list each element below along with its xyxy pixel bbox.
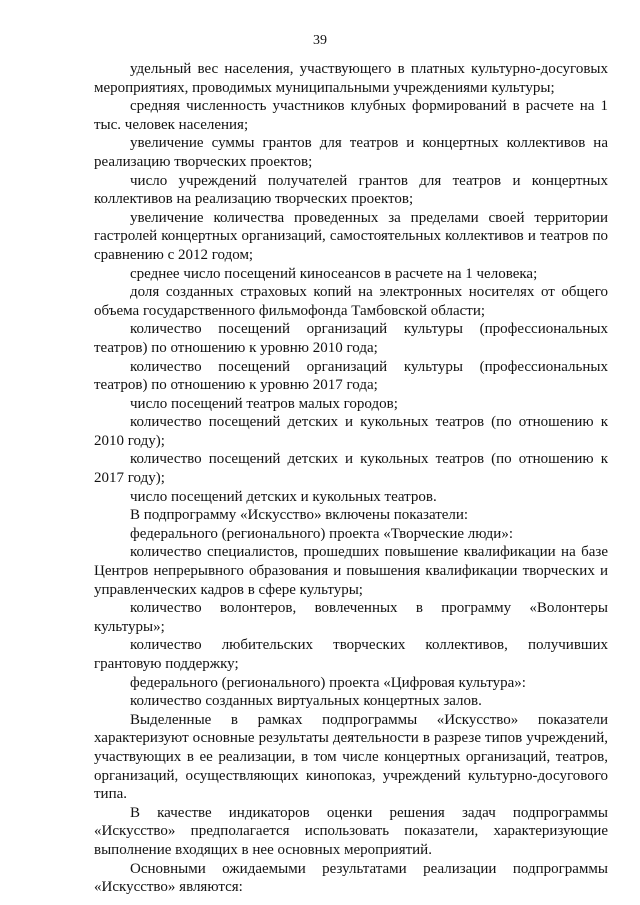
paragraph: федерального (регионального) проекта «Цифровая культура»: [130, 674, 526, 691]
paragraph: число учреждений получателей грантов для театров и концертных коллективов на реализацию творческих проектов; [94, 172, 608, 208]
paragraph: В качестве индикаторов оценки решения задач подпрограммы «Искусство» предполагается использовать показатели, характеризующие выполнение входящих в нее основных мероприятий. [94, 804, 608, 858]
paragraph: В подпрограмму «Искусство» включены показатели: [130, 507, 469, 524]
document-body [94, 60, 608, 897]
paragraph: количество специалистов, прошедших повышение квалификации на базе Центров непрерывного образования и повышения квалификации творческих и управленческих кадров в сфере культуры; [94, 544, 608, 598]
paragraph: число посещений театров малых городов; [130, 395, 398, 412]
paragraph: количество посещений детских и кукольных театров (по отношению к 2010 году); [94, 414, 608, 449]
paragraph: количество созданных виртуальных концертных залов. [130, 693, 482, 710]
paragraph: увеличение количества проведенных за пределами своей территории гастролей концертных организаций, самостоятельных коллективов и театров по сравнению с 2012 годом; [94, 209, 608, 263]
paragraph: количество любительских творческих коллективов, получивших грантовую поддержку; [94, 637, 608, 672]
paragraph: число посещений детских и кукольных театров. [130, 488, 437, 505]
paragraph: количество посещений детских и кукольных театров (по отношению к 2017 году); [94, 451, 608, 487]
paragraph: Основными ожидаемыми результатами реализации подпрограммы «Искусство» являются: [94, 860, 608, 896]
paragraph: увеличение суммы грантов для театров и концертных коллективов на реализацию творческих проектов; [94, 135, 608, 170]
paragraph: Выделенные в рамках подпрограммы «Искусство» показатели характеризуют основные результаты деятельности в разрезе типов учреждений, участвующих в ее реализации, в том числе концертных организаций, театров, организаций, осуществляющих кинопоказ, учреждений культурно-досугового типа. [94, 711, 608, 803]
paragraph: федерального (регионального) проекта «Творческие люди»: [130, 525, 514, 542]
paragraph: средняя численность участников клубных формирований в расчете на 1 тыс. человек населения; [94, 98, 608, 133]
paragraph: удельный вес населения, участвующего в платных культурно-досуговых мероприятиях, проводимых муниципальными учреждениями культуры; [94, 61, 608, 96]
page-number: 39 [313, 33, 327, 48]
paragraph: количество посещений организаций культуры (профессиональных театров) по отношению к уровню 2017 года; [94, 358, 608, 394]
paragraph: количество посещений организаций культуры (профессиональных театров) по отношению к уровню 2010 года; [94, 321, 608, 356]
paragraph: доля созданных страховых копий на электронных носителях от общего объема государственного фильмофонда Тамбовской области; [94, 284, 608, 319]
paragraph: количество волонтеров, вовлеченных в программу «Волонтеры культуры»; [94, 600, 608, 635]
paragraph: среднее число посещений киносеансов в расчете на 1 человека; [130, 265, 538, 282]
